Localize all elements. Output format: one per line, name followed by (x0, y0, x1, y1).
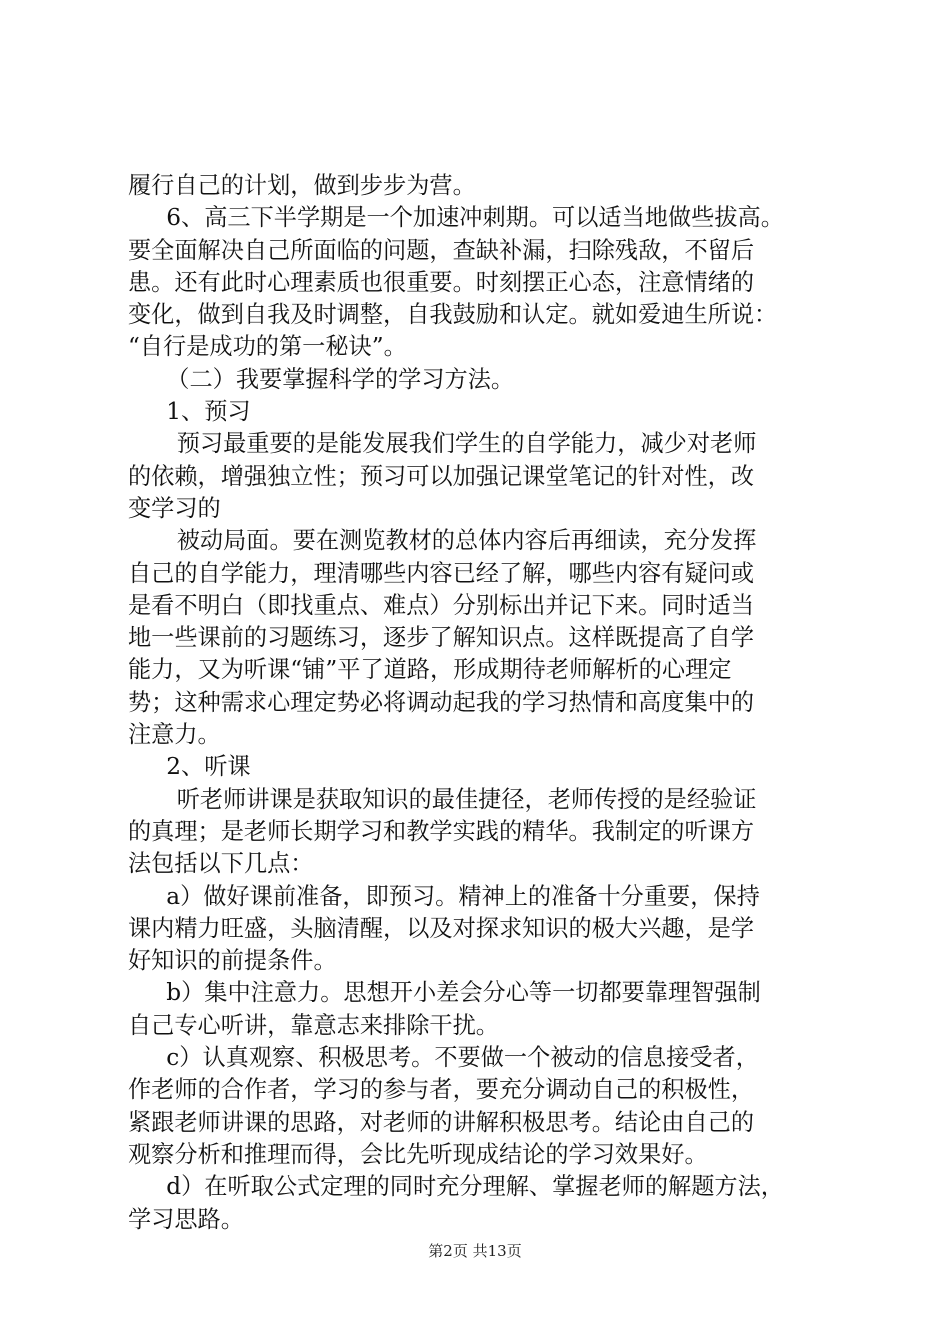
text-line: d）在听取公式定理的同时充分理解、掌握老师的解题方法， (166, 1173, 784, 1201)
text-line: 6、高三下半学期是一个加速冲刺期。可以适当地做些拔高。 (166, 204, 784, 232)
text-line: 自己的自学能力，理清哪些内容已经了解，哪些内容有疑问或 (128, 559, 755, 587)
text-line: 课内精力旺盛，头脑清醒，以及对探求知识的极大兴趣，是学 (128, 914, 755, 942)
text-line: a）做好课前准备，即预习。精神上的准备十分重要，保持 (166, 882, 760, 910)
text-line: 紧跟老师讲课的思路，对老师的讲解积极思考。结论由自己的 (128, 1108, 755, 1136)
text-line: 法包括以下几点： (128, 850, 314, 878)
text-line: 好知识的前提条件。 (128, 947, 337, 975)
text-line: c）认真观察、积极思考。不要做一个被动的信息接受者， (166, 1044, 759, 1072)
text-line: b）集中注意力。思想开小差会分心等一切都要靠理智强制 (166, 979, 761, 1007)
text-line: 的真理；是老师长期学习和教学实践的精华。我制定的听课方 (128, 817, 755, 845)
text-line: 听老师讲课是获取知识的最佳捷径，老师传授的是经验证 (176, 785, 757, 813)
document-body (128, 170, 838, 1236)
text-line: 患。还有此时心理素质也很重要。时刻摆正心态，注意情绪的 (128, 268, 755, 296)
text-line: 变学习的 (128, 494, 221, 522)
text-line: 预习最重要的是能发展我们学生的自学能力，减少对老师 (176, 430, 757, 458)
text-line: 是看不明白（即找重点、难点）分别标出并记下来。同时适当 (128, 591, 755, 619)
text-line: “自行是成功的第一秘诀”。 (128, 333, 407, 361)
text-line: 履行自己的计划，做到步步为营。 (128, 172, 476, 199)
page-footer: 第2页 共13页 (428, 1242, 522, 1260)
text-line: 学习思路。 (128, 1205, 244, 1233)
text-line: 变化，做到自我及时调整，自我鼓励和认定。就如爱迪生所说： (128, 301, 778, 329)
text-line: 自己专心听讲，靠意志来排除干扰。 (128, 1011, 499, 1039)
text-line: 地一些课前的习题练习，逐步了解知识点。这样既提高了自学 (128, 624, 755, 652)
text-line: 作老师的合作者，学习的参与者，要充分调动自己的积极性， (128, 1076, 755, 1104)
text-line: 能力，又为听课“铺”平了道路，形成期待老师解析的心理定 (128, 656, 732, 684)
text-line: 势；这种需求心理定势必将调动起我的学习热情和高度集中的 (128, 688, 755, 716)
text-line: 被动局面。要在测览教材的总体内容后再细读，充分发挥 (176, 527, 757, 555)
text-line: 注意力。 (128, 721, 221, 749)
text-line: （二）我要掌握科学的学习方法。 (166, 365, 515, 393)
text-line: 1、预习 (166, 398, 251, 426)
text-line: 观察分析和推理而得，会比先听现成结论的学习效果好。 (128, 1140, 708, 1168)
text-line: 要全面解决自己所面临的问题，查缺补漏，扫除残敌，不留后 (128, 236, 755, 264)
text-line: 2、听课 (166, 753, 251, 781)
text-line: 的依赖，增强独立性；预习可以加强记课堂笔记的针对性，改 (128, 462, 755, 490)
